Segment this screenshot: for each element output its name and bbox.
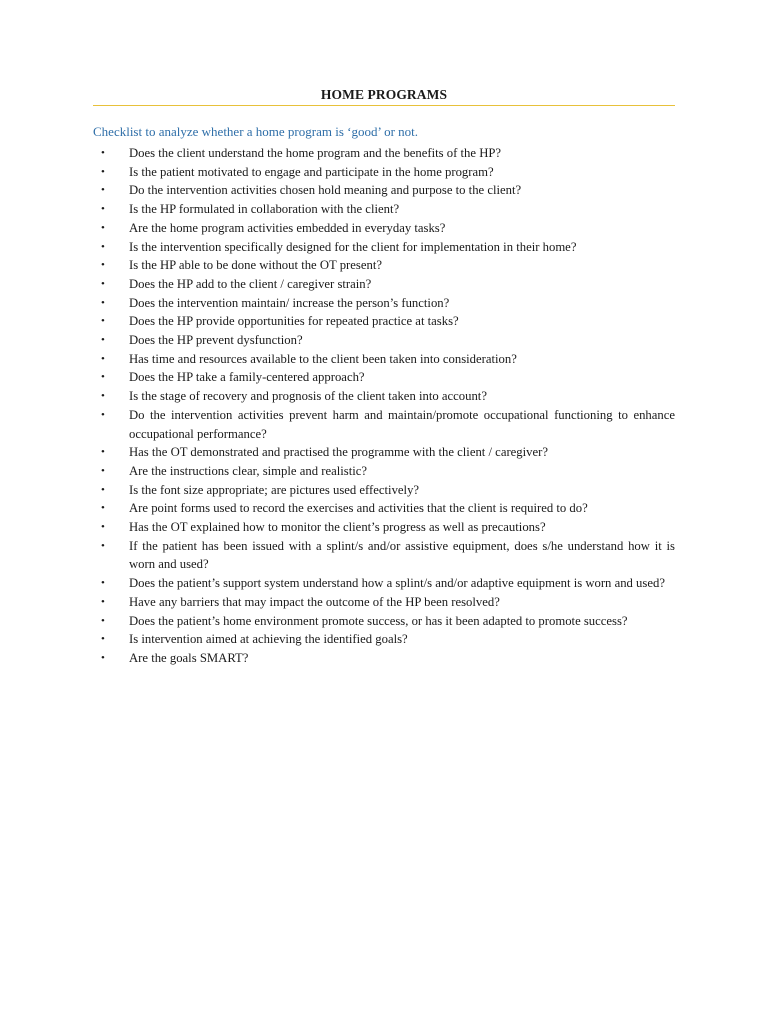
- checklist-item-text: Is the stage of recovery and prognosis of the client taken into account?: [129, 389, 487, 404]
- bullet-icon: •: [101, 371, 105, 384]
- checklist-item: [93, 238, 675, 257]
- checklist-item-text: Has time and resources available to the client been taken into consideration?: [129, 351, 517, 366]
- checklist-item-text: Does the intervention maintain/ increase the person’s function?: [129, 295, 450, 310]
- bullet-icon: •: [101, 165, 105, 178]
- checklist-item-text: Does the patient’s home environment promote success, or has it been adapted to promote success?: [129, 613, 628, 628]
- bullet-icon: •: [101, 446, 105, 459]
- checklist-item: [93, 312, 675, 331]
- checklist-item: [93, 612, 675, 631]
- checklist-item-text: Are the instructions clear, simple and realistic?: [129, 463, 368, 478]
- checklist-item: [93, 368, 675, 387]
- bullet-icon: •: [101, 147, 105, 159]
- bullet-icon: •: [101, 633, 105, 646]
- checklist-item-text: Is the font size appropriate; are pictures used effectively?: [129, 482, 420, 497]
- checklist-item: [93, 630, 675, 649]
- checklist-item: [93, 181, 675, 200]
- document-page: [93, 86, 675, 668]
- bullet-icon: •: [101, 315, 105, 328]
- checklist-item-text: Does the HP take a family-centered approach?: [129, 370, 365, 385]
- checklist-item: [93, 593, 675, 612]
- bullet-icon: •: [101, 352, 105, 365]
- bullet-icon: •: [101, 483, 105, 496]
- bullet-icon: •: [101, 184, 105, 197]
- checklist-item: [93, 537, 675, 574]
- bullet-icon: •: [101, 221, 105, 234]
- checklist-intro: Checklist to analyze whether a home program is ‘good’ or not.: [93, 124, 419, 139]
- checklist-item-text: Has the OT demonstrated and practised the programme with the client / caregiver?: [129, 445, 549, 460]
- checklist-item: [93, 256, 675, 275]
- checklist-item: [93, 462, 675, 481]
- checklist-item-text: Does the HP add to the client / caregiver strain?: [129, 276, 372, 291]
- checklist-item-text: Is intervention aimed at achieving the identified goals?: [129, 632, 408, 647]
- checklist-item: [93, 387, 675, 406]
- bullet-icon: •: [101, 334, 105, 347]
- checklist-item: [93, 144, 675, 163]
- checklist-item: [93, 443, 675, 462]
- checklist-item-text: Does the patient’s support system understand how a splint/s and/or adaptive equipment is worn and used?: [129, 576, 665, 591]
- checklist-item: [93, 163, 675, 182]
- document-title: HOME PROGRAMS: [320, 87, 448, 102]
- checklist-item: [93, 481, 675, 500]
- checklist-item-text: Are the home program activities embedded in everyday tasks?: [129, 220, 446, 235]
- checklist-item-text: Is the patient motivated to engage and participate in the home program?: [129, 164, 494, 179]
- checklist-item: [93, 294, 675, 313]
- bullet-icon: •: [101, 390, 105, 403]
- checklist-item-text: If the patient has been issued with a splint/s and/or assistive equipment, does s/he understand how it is worn and used?: [129, 538, 675, 572]
- checklist-item-text: Do the intervention activities chosen hold meaning and purpose to the client?: [129, 183, 522, 198]
- checklist: [93, 144, 675, 668]
- checklist-item: [93, 574, 675, 593]
- title-divider: [93, 105, 675, 106]
- checklist-item-text: Does the HP prevent dysfunction?: [129, 333, 303, 348]
- checklist-item-text: Do the intervention activities prevent harm and maintain/promote occupational functioning to enhance occupational performance?: [129, 407, 675, 441]
- checklist-item: [93, 499, 675, 518]
- bullet-icon: •: [101, 614, 105, 627]
- checklist-item-text: Does the HP provide opportunities for repeated practice at tasks?: [129, 314, 459, 329]
- checklist-item: [93, 275, 675, 294]
- checklist-item-text: Are point forms used to record the exercises and activities that the client is required to do?: [129, 501, 588, 516]
- checklist-item: [93, 331, 675, 350]
- bullet-icon: •: [101, 296, 105, 309]
- bullet-icon: •: [101, 521, 105, 534]
- checklist-item-text: Have any barriers that may impact the outcome of the HP been resolved?: [129, 594, 500, 609]
- bullet-icon: •: [101, 408, 105, 421]
- checklist-item-text: Is the HP able to be done without the OT present?: [129, 258, 382, 273]
- bullet-icon: •: [101, 539, 105, 552]
- checklist-item: [93, 406, 675, 443]
- checklist-item-text: Has the OT explained how to monitor the client’s progress as well as precautions?: [129, 520, 546, 535]
- checklist-item-text: Does the client understand the home program and the benefits of the HP?: [129, 146, 502, 160]
- bullet-icon: •: [101, 577, 105, 590]
- bullet-icon: •: [101, 240, 105, 253]
- bullet-icon: •: [101, 595, 105, 608]
- checklist-item-text: Is the intervention specifically designed for the client for implementation in their home?: [129, 239, 577, 254]
- checklist-item: [93, 350, 675, 369]
- bullet-icon: •: [101, 464, 105, 477]
- bullet-icon: •: [101, 502, 105, 515]
- checklist-item-text: Are the goals SMART?: [129, 650, 249, 665]
- bullet-icon: •: [101, 259, 105, 272]
- bullet-icon: •: [101, 203, 105, 216]
- checklist-item: [93, 219, 675, 238]
- checklist-item: [93, 200, 675, 219]
- checklist-item: [93, 518, 675, 537]
- checklist-item: [93, 649, 675, 668]
- bullet-icon: •: [101, 277, 105, 290]
- bullet-icon: •: [101, 651, 105, 664]
- checklist-item-text: Is the HP formulated in collaboration with the client?: [129, 202, 400, 217]
